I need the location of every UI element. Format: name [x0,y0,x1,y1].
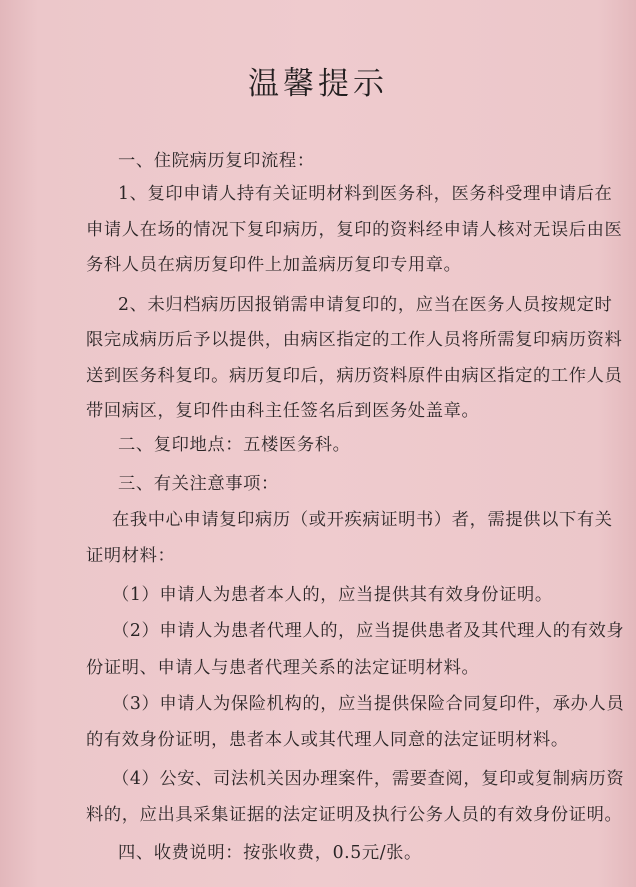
text-line: 份证明、申请人与患者代理关系的法定证明材料。 [86,658,480,678]
text-line: 限完成病历后予以提供，由病区指定的工作人员将所需复印病历资料 [86,330,623,350]
text-line: （2）申请人为患者代理人的，应当提供患者及其代理人的有效身 [112,621,625,641]
text-line: （4）公安、司法机关因办理案件，需要查阅，复印或复制病历资 [112,769,625,789]
text-line: 2、未归档病历因报销需申请复印的，应当在医务人员按规定时 [118,295,613,315]
page-title: 温馨提示 [248,66,388,102]
text-line: 料的，应出具采集证据的法定证明及执行公务人员的有效身份证明。 [86,805,623,825]
section-heading: 一、住院病历复印流程： [118,151,315,171]
text-line: 带回病区，复印件由科主任签名后到医务处盖章。 [86,401,480,421]
text-line: 在我中心申请复印病历（或开疾病证明书）者，需提供以下有关 [112,510,613,530]
text-line: 的有效身份证明，患者本人或其代理人同意的法定证明材料。 [86,730,569,750]
text-line: 证明材料： [86,546,176,566]
text-line: 申请人在场的情况下复印病历，复印的资料经申请人核对无误后由医 [86,220,623,240]
text-line: （1）申请人为患者本人的，应当提供其有效身份证明。 [112,585,553,605]
text-line: 送到医务科复印。病历复印后，病历资料原件由病区指定的工作人员 [86,366,623,386]
section-heading: 三、有关注意事项： [118,474,279,494]
text-line: （3）申请人为保险机构的，应当提供保险合同复印件，承办人员 [112,694,625,714]
section-heading: 四、收费说明：按张收费，0.5元/张。 [118,843,422,863]
section-heading: 二、复印地点：五楼医务科。 [118,435,351,455]
text-line: 务科人员在病历复印件上加盖病历复印专用章。 [86,255,462,275]
text-line: 1、复印申请人持有关证明材料到医务科，医务科受理申请后在 [118,184,613,204]
